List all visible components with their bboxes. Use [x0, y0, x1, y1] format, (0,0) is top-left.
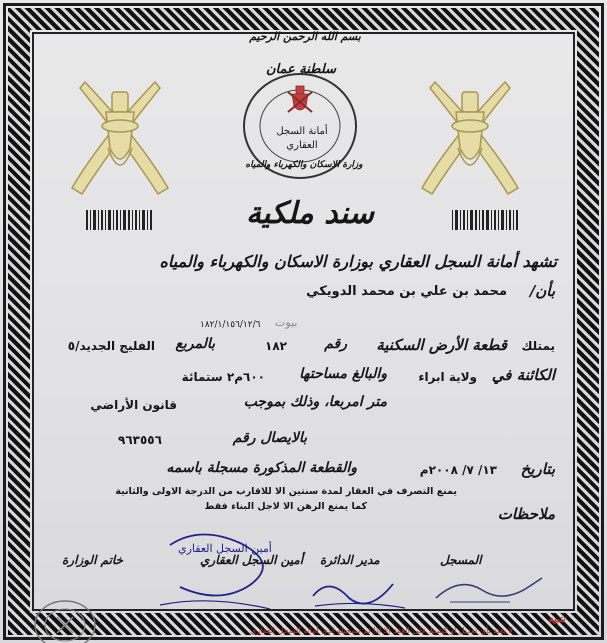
khanjar-emblem-right-icon [410, 70, 530, 200]
signature-registrar-icon [430, 568, 550, 608]
area-label: والبالغ مساحتها [299, 366, 387, 382]
basmala: بسم الله الرحمن الرحيم [249, 30, 361, 43]
bottom-stamp-icon [30, 585, 100, 643]
note-2: كما يمنع الرهن الا لاجل البناء فقط [204, 501, 367, 512]
area-value: ٦٠٠م٢ ستمائة [181, 370, 265, 384]
sig-label-director: مدير الدائرة [320, 553, 380, 567]
notes-label: ملاحظات [497, 505, 555, 523]
watermark: بيوت [275, 316, 298, 329]
date-value: ١٣/ ٧/ ٢٠٠٨م [419, 463, 497, 477]
owner-prefix: بأن/ [529, 282, 555, 300]
khanjar-emblem-left-icon [60, 70, 180, 200]
document-title: سند ملكية [245, 196, 375, 231]
receipt-number: ٩٦٣٥٥٦ [118, 433, 162, 447]
plot-number: ١٨٢ [265, 339, 287, 353]
owns-label: يمتلك [521, 339, 555, 353]
caution-label: تنبيه [548, 614, 566, 625]
seal-label-top: سلطنة عمان [265, 62, 337, 77]
wilayat: ولاية ابراء [418, 370, 477, 384]
barcode-left-icon [86, 210, 152, 230]
land-type: قطعة الأرض السكنية [376, 336, 507, 354]
bottom-red-note: لا يعتد بأي تعديل او كشط على العقد الا اذا تم تسجيله لدى أمانة السجل العقاري [250, 626, 514, 635]
owner-name: محمد بن علي بن محمد الدويكي [306, 284, 507, 299]
secretary-stamp-text: أمين السجل العقاري [178, 542, 272, 555]
seal-center-label-2: العقاري [286, 140, 318, 151]
block-name: الفليج الجديد/٥ [67, 339, 155, 353]
date-label: بتاريخ [520, 460, 555, 478]
barcode-right-icon [452, 210, 518, 230]
note-1: يمنع التصرف في العقار لمدة سنتين الا للاقارب من الدرجة الاولى والثانية [115, 486, 457, 497]
sig-label-secretary: أمين السجل العقاري [200, 553, 304, 567]
law: قانون الأراضي [90, 398, 177, 412]
reference-number: ١٨٢/١/١٥٦/١٢/٦ [200, 320, 261, 330]
signature-director-icon [305, 570, 415, 614]
sig-label-ministry-seal: خاتم الوزارة [62, 553, 123, 567]
signature-secretary-icon [150, 525, 290, 615]
receipt-label: بالايصال رقم [232, 430, 307, 446]
seal-center-label-1: أمانة السجل [276, 126, 328, 137]
line-ministry: تشهد أمانة السجل العقاري بوزارة الاسكان والكهرباء والمياه [159, 252, 557, 271]
number-label: رقم [324, 336, 347, 352]
registered-text: والقطعة المذكورة مسجلة باسمه [166, 460, 357, 476]
seal-ring-text: وزارة الاسكان والكهرباء والمياه [245, 160, 363, 170]
meters-label: متر امربعا، وذلك بموجب [243, 394, 387, 410]
sig-label-registrar: المسجل [440, 553, 482, 567]
block-label: بالمربع [175, 336, 215, 352]
location-label: الكائنة في [491, 366, 555, 384]
